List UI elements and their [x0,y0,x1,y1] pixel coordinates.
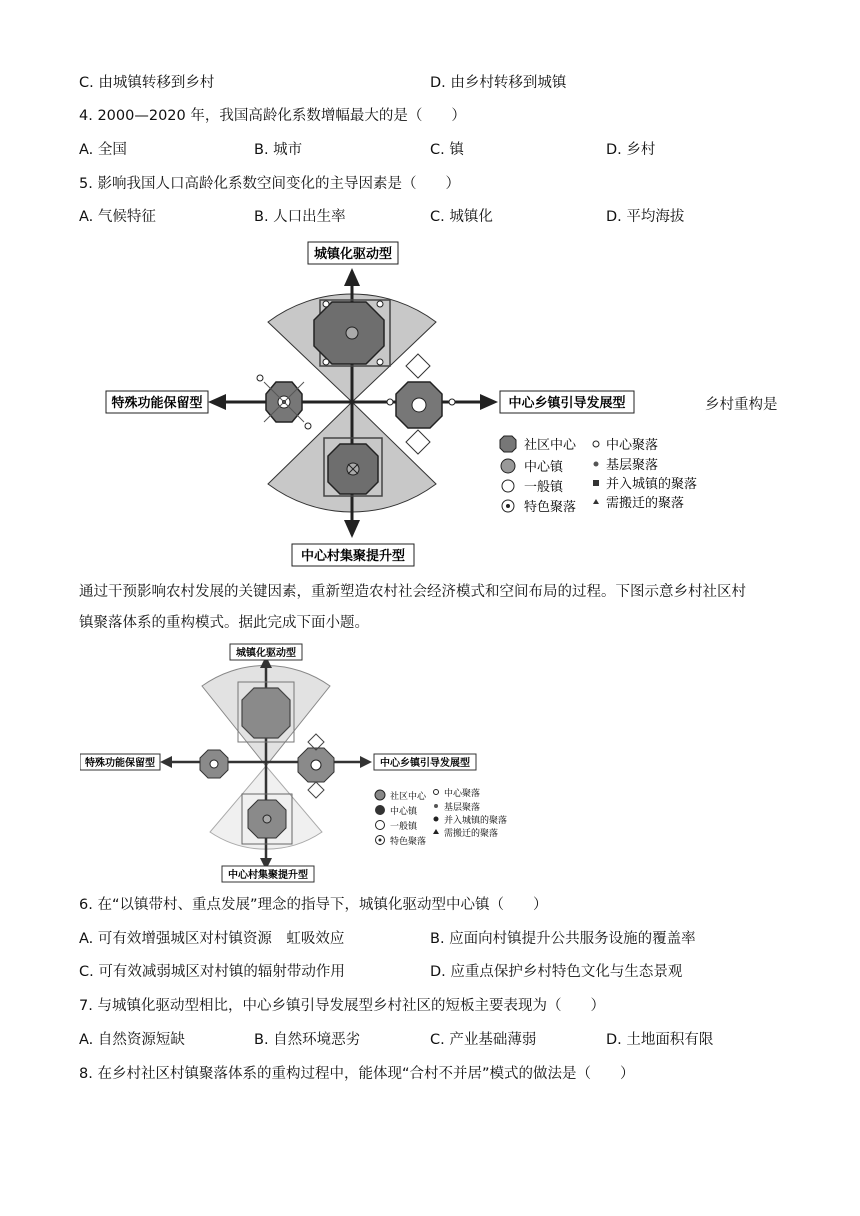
fig2-legend-5: 基层聚落 [444,803,481,813]
q6-option-a: A. 可有效增强城区对村镇资源 虹吸效应 [79,931,345,947]
fig2-legend-2: 一般镇 [390,822,418,832]
fig2-legend-0: 社区中心 [390,792,427,802]
fig2-legend-7: 需搬迁的聚落 [444,829,499,839]
q4-option-d: D. 乡村 [606,142,656,158]
fig1-top-label: 城镇化驱动型 [313,247,393,262]
q7-option-c: C. 产业基础薄弱 [430,1032,537,1048]
village-restructuring-diagram-1 [100,238,700,570]
intro-line-1: 通过干预影响农村发展的关键因素，重新塑造农村社会经济模式和空间布局的过程。下图示意乡村社区村 [79,584,746,600]
fig2-legend-6: 并入城镇的聚落 [444,816,508,826]
fig1-legend-3: 特色聚落 [524,500,577,515]
fig1-right-label: 中心乡镇引导发展型 [508,396,626,411]
fig2-right-label: 中心乡镇引导发展型 [380,758,470,769]
q7-option-d: D. 土地面积有限 [606,1032,714,1048]
q5-option-c: C. 城镇化 [430,209,493,225]
intro-line-2: 镇聚落体系的重构模式。据此完成下面小题。 [79,615,369,631]
q7-stem: 7. 与城镇化驱动型相比，中心乡镇引导发展型乡村社区的短板主要表现为（ ） [79,998,605,1014]
fig1-legend-1: 中心镇 [524,460,564,475]
fig1-legend-4: 中心聚落 [606,438,659,453]
q5-option-a: A. 气候特征 [79,209,156,225]
fig1-bottom-label: 中心村集聚提升型 [300,549,406,564]
q8-stem: 8. 在乡村社区村镇聚落体系的重构过程中，能体现“合村不并居”模式的做法是（ ） [79,1066,635,1082]
q3-option-d: D. 由乡村转移到城镇 [430,75,567,91]
q3-option-c: C. 由城镇转移到乡村 [79,75,215,91]
q4-option-c: C. 镇 [430,142,464,158]
fig2-left-label: 特殊功能保留型 [85,758,155,769]
village-restructuring-diagram-2 [80,642,550,887]
fig1-legend-7: 需搬迁的聚落 [606,496,685,511]
q5-option-d: D. 平均海拔 [606,209,685,225]
fig2-legend-3: 特色聚落 [390,837,427,847]
q7-option-b: B. 自然环境恶劣 [254,1032,361,1048]
q4-stem: 4. 2000—2020 年，我国高龄化系数增幅最大的是（ ） [79,108,466,124]
fig2-legend-4: 中心聚落 [444,789,481,799]
fig2-bottom-label: 中心村集聚提升型 [228,870,308,881]
q4-option-b: B. 城市 [254,142,303,158]
fig1-legend-6: 并入城镇的聚落 [606,477,698,492]
q6-option-b: B. 应面向村镇提升公共服务设施的覆盖率 [430,931,696,947]
q4-option-a: A. 全国 [79,142,127,158]
q6-option-c: C. 可有效减弱城区对村镇的辐射带动作用 [79,964,345,980]
fig1-left-label: 特殊功能保留型 [111,396,203,411]
q6-option-d: D. 应重点保护乡村特色文化与生态景观 [430,964,683,980]
fig1-legend-0: 社区中心 [524,438,577,453]
q5-option-b: B. 人口出生率 [254,209,346,225]
fig1-legend-2: 一般镇 [524,480,564,495]
fig2-legend-1: 中心镇 [390,807,418,817]
q7-option-a: A. 自然资源短缺 [79,1032,185,1048]
q5-stem: 5. 影响我国人口高龄化系数空间变化的主导因素是（ ） [79,176,460,192]
fig2-top-label: 城镇化驱动型 [236,648,296,659]
fig1-legend-5: 基层聚落 [606,458,659,473]
side-text: 乡村重构是 [705,397,778,413]
q6-stem: 6. 在“以镇带村、重点发展”理念的指导下，城镇化驱动型中心镇（ ） [79,897,548,913]
